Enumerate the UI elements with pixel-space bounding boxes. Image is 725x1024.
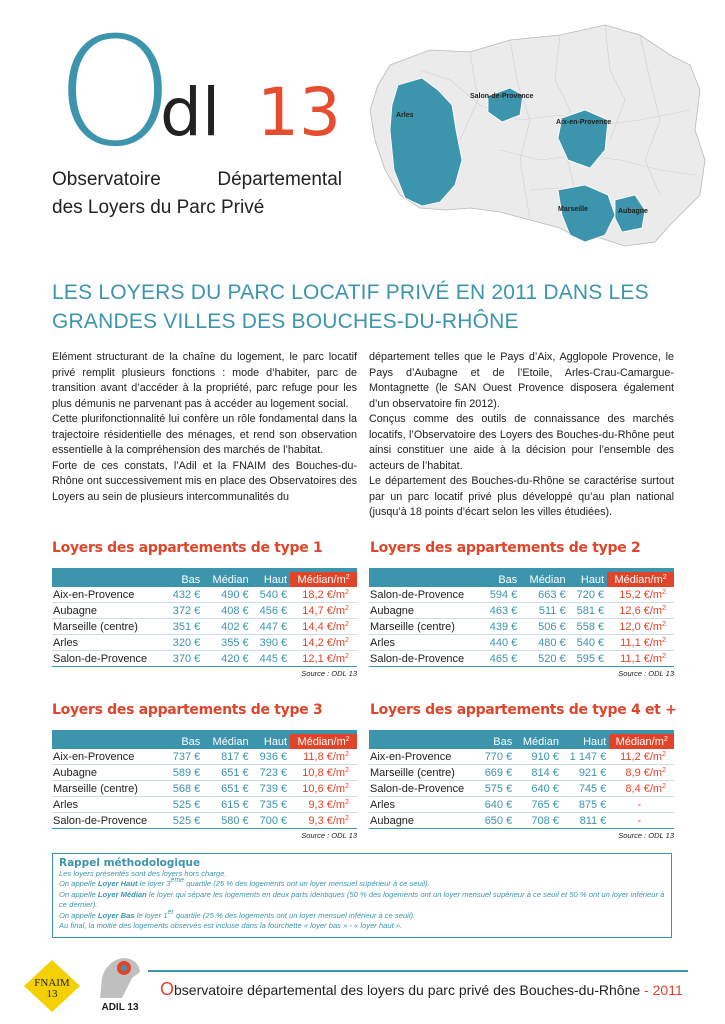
cell-city: Salon-de-Provence — [52, 813, 165, 829]
col-header-bas: Bas — [482, 572, 521, 587]
cell-median: 814 € — [515, 765, 562, 781]
page-title: LES LOYERS DU PARC LOCATIF PRIVÉ EN 2011 DANS LES GRANDES VILLES DES BOUCHES-DU-RHÔNE — [52, 281, 649, 333]
cell-bas: 432 € — [165, 587, 204, 603]
methodology-line: Les loyers présentés sont des loyers hors charge. — [59, 869, 227, 878]
cell-haut: 700 € — [252, 813, 291, 829]
cell-median: 640 € — [515, 781, 562, 797]
col-header-city — [52, 734, 165, 749]
cell-median-m2: 8,9 $€/m^2$ — [609, 765, 674, 781]
cell-haut: 745 € — [562, 781, 609, 797]
cell-city: Marseille (centre) — [52, 781, 165, 797]
methodology-box — [52, 853, 672, 938]
cell-city: Aix-en-Provence — [52, 587, 165, 603]
cell-median: 408 € — [203, 603, 251, 619]
cell-median: 520 € — [520, 651, 568, 667]
adil-logo-text: ADIL 13 — [101, 1002, 139, 1013]
intro-paragraph: Forte de ces constats, l’Adil et la FNAIM des Bouches-du-Rhône ont successivement mis en place des Observatoires des Loyers au sein de plusieurs intercommunalités du — [52, 459, 357, 503]
cell-median-m2: 11,1 $€/m^2$ — [607, 651, 674, 667]
table-row — [369, 781, 674, 797]
col-header-haut: Haut — [569, 572, 608, 587]
fnaim-logo-text: FNAIM 13 — [34, 977, 70, 1000]
cell-city: Marseille (centre) — [52, 619, 165, 635]
cell-bas: 640 € — [478, 797, 515, 813]
col-header-median: Médian — [520, 572, 568, 587]
cell-median: 420 € — [203, 651, 251, 667]
cell-median: 506 € — [520, 619, 568, 635]
rent-table-type3 — [52, 730, 357, 840]
table-row — [52, 619, 357, 635]
cell-haut: 540 € — [569, 635, 608, 651]
methodology-line: On appelle Loyer Médian le loyer qui sépare les logements en deux parts identiques (50 % des logements ont un loyer mensuel supérieur à ce seuil et 50 % ont un loyer inférieur à ce dernier). — [59, 889, 665, 910]
logo-subtitle — [52, 166, 342, 222]
cell-median-m2: 18,2 $€/m^2$ — [290, 587, 357, 603]
cell-city: Arles — [369, 797, 478, 813]
cell-city: Salon-de-Provence — [369, 651, 482, 667]
col-header-median-m2: Médian/$m^2$ — [290, 572, 357, 587]
table-source: Source : ODL 13 — [301, 669, 357, 678]
cell-haut: 581 € — [569, 603, 608, 619]
cell-median-m2: 14,2 $€/m^2$ — [290, 635, 357, 651]
cell-median: 615 € — [203, 797, 251, 813]
table-title-type1: Loyers des appartements de type 1 — [52, 540, 323, 556]
table-row — [369, 651, 674, 667]
cell-bas: 737 € — [165, 749, 204, 765]
cell-bas: 465 € — [482, 651, 521, 667]
col-header-bas: Bas — [165, 572, 204, 587]
cell-haut: 540 € — [252, 587, 291, 603]
cell-haut: 723 € — [252, 765, 291, 781]
col-header-city — [369, 734, 478, 749]
cell-haut: 936 € — [252, 749, 291, 765]
logo-dl: dl — [160, 74, 221, 151]
col-header-haut: Haut — [252, 572, 291, 587]
cell-bas: 669 € — [478, 765, 515, 781]
intro-paragraph: Conçus comme des outils de connaissance des marchés locatifs, l’Observatoire des Loyers des Bouches-du-Rhône peut ainsi constituer une aide à la décision pour l’ensemble des acteurs de l’habitat. — [369, 413, 674, 472]
col-header-median-m2: Médian/$m^2$ — [290, 734, 357, 749]
table-row — [52, 813, 357, 829]
intro-right-column — [369, 350, 674, 521]
cell-haut: 811 € — [562, 813, 609, 829]
cell-haut: 1 147 € — [562, 749, 609, 765]
cell-median: 708 € — [515, 813, 562, 829]
table-row — [52, 587, 357, 603]
map-label-marseille: Marseille — [558, 206, 588, 213]
cell-median-m2: 12,0 $€/m^2$ — [607, 619, 674, 635]
cell-bas: 440 € — [482, 635, 521, 651]
table-source: Source : ODL 13 — [301, 831, 357, 840]
methodology-title: Rappel méthodologique — [59, 857, 201, 869]
table-source: Source : ODL 13 — [618, 831, 674, 840]
cell-median: 910 € — [515, 749, 562, 765]
footer-year: 2011 — [652, 982, 683, 998]
table-row — [52, 797, 357, 813]
term-loyer-median: Loyer Médian — [97, 889, 147, 899]
table-row — [52, 651, 357, 667]
cell-median-m2: 9,3 $€/m^2$ — [290, 797, 357, 813]
cell-city: Arles — [52, 635, 165, 651]
col-header-city — [369, 572, 482, 587]
col-header-median: Médian — [515, 734, 562, 749]
col-header-bas: Bas — [478, 734, 515, 749]
cell-median-m2: 12,1 $€/m^2$ — [290, 651, 357, 667]
rent-table-grid — [369, 572, 674, 667]
col-header-bas: Bas — [165, 734, 204, 749]
col-header-haut: Haut — [252, 734, 291, 749]
col-header-median: Médian — [203, 572, 251, 587]
table-row — [369, 603, 674, 619]
cell-city: Aubagne — [52, 765, 165, 781]
cell-median-m2: 11,8 $€/m^2$ — [290, 749, 357, 765]
rent-table-type4 — [369, 730, 674, 840]
cell-median-m2: 15,2 $€/m^2$ — [607, 587, 674, 603]
cell-median: 765 € — [515, 797, 562, 813]
fnaim-logo — [22, 958, 82, 1014]
cell-median: 480 € — [520, 635, 568, 651]
cell-city: Aix-en-Provence — [369, 749, 478, 765]
table-source: Source : ODL 13 — [618, 669, 674, 678]
cell-haut: 447 € — [252, 619, 291, 635]
cell-bas: 770 € — [478, 749, 515, 765]
col-header-median-m2: Médian/$m^2$ — [607, 572, 674, 587]
cell-bas: 370 € — [165, 651, 204, 667]
cell-city: Salon-de-Provence — [369, 781, 478, 797]
table-row — [369, 749, 674, 765]
cell-median-m2: 11,1 $€/m^2$ — [607, 635, 674, 651]
col-header-city — [52, 572, 165, 587]
col-header-median: Médian — [203, 734, 251, 749]
intro-paragraph: Le département des Bouches-du-Rhône se caractérise surtout par un parc locatif privé plus développé qu’au plan national (jusqu’à 18 points d’écart selon les villes étudiées). — [369, 475, 674, 518]
cell-haut: 445 € — [252, 651, 291, 667]
cell-city: Arles — [369, 635, 482, 651]
cell-median: 511 € — [520, 603, 568, 619]
cell-haut: 739 € — [252, 781, 291, 797]
cell-median: 663 € — [520, 587, 568, 603]
map-label-aubagne: Aubagne — [618, 208, 648, 215]
cell-city: Salon-de-Provence — [369, 587, 482, 603]
cell-bas: 320 € — [165, 635, 204, 651]
cell-city: Marseille (centre) — [369, 765, 478, 781]
table-title-type2: Loyers des appartements de type 2 — [370, 540, 641, 556]
table-row — [52, 749, 357, 765]
cell-haut: 921 € — [562, 765, 609, 781]
logo-subtitle-line1: Observatoire Départemental — [52, 169, 342, 190]
adil-bird-icon — [92, 948, 148, 1004]
table-row — [369, 813, 674, 829]
cell-median: 355 € — [203, 635, 251, 651]
map-label-salon: Salon-de-Provence — [470, 93, 534, 100]
logo-13: 13 — [257, 74, 341, 151]
cell-median-m2: 12,6 $€/m^2$ — [607, 603, 674, 619]
cell-median-m2: - — [609, 813, 674, 829]
methodology-line: Au final, la moitié des logements observés est incluse dans la fourchette « loyer bas » - « loyer haut ». — [59, 921, 403, 931]
cell-bas: 575 € — [478, 781, 515, 797]
intro-left-column — [52, 350, 357, 505]
cell-city: Arles — [52, 797, 165, 813]
footer-caption: Observatoire départemental des loyers du parc privé des Bouches-du-Rhône - 2011 — [160, 979, 683, 999]
table-row — [52, 781, 357, 797]
cell-median: 580 € — [203, 813, 251, 829]
cell-median: 817 € — [203, 749, 251, 765]
table-row — [369, 619, 674, 635]
map-label-aix: Aix-en-Provence — [556, 119, 612, 126]
cell-haut: 735 € — [252, 797, 291, 813]
cell-median-m2: 10,6 $€/m^2$ — [290, 781, 357, 797]
cell-median-m2: - — [609, 797, 674, 813]
cell-median-m2: 11,2 $€/m^2$ — [609, 749, 674, 765]
logo-letter-o: O — [56, 6, 175, 180]
cell-median-m2: 9,3 $€/m^2$ — [290, 813, 357, 829]
intro-paragraph: Cette plurifonctionnalité lui confère un rôle fondamental dans la trajectoire résidentielle des ménages, et rend son observation essentielle à la compréhension des marchés de l’habitat. — [52, 413, 357, 456]
intro-paragraph: département telles que le Pays d’Aix, Agglopole Provence, le Pays d’Aubagne et de l’Etoile, Arles-Crau-Camargue-Montagnette (le SAN Ouest Provence disposera également d’un observatoire fin 2012). — [369, 351, 674, 410]
cell-median: 651 € — [203, 781, 251, 797]
cell-bas: 589 € — [165, 765, 204, 781]
cell-haut: 595 € — [569, 651, 608, 667]
cell-haut: 456 € — [252, 603, 291, 619]
cell-city: Salon-de-Provence — [52, 651, 165, 667]
cell-bas: 525 € — [165, 813, 204, 829]
methodology-line: On appelle Loyer Bas le loyer 1er quartile (25 % des logements ont un loyer mensuel inférieur à ce seuil). — [59, 908, 416, 920]
logo-subtitle-line2: des Loyers du Parc Privé — [52, 197, 265, 218]
table-row — [369, 635, 674, 651]
col-header-median-m2: Médian/$m^2$ — [609, 734, 674, 749]
cell-city: Aubagne — [369, 603, 482, 619]
term-loyer-haut: Loyer Haut — [97, 879, 138, 889]
rent-table-type2 — [369, 568, 674, 678]
rent-table-grid — [52, 734, 357, 829]
term-loyer-bas: Loyer Bas — [97, 910, 135, 920]
cell-bas: 372 € — [165, 603, 204, 619]
cell-bas: 463 € — [482, 603, 521, 619]
cell-median-m2: 14,4 $€/m^2$ — [290, 619, 357, 635]
cell-median-m2: 8,4 $€/m^2$ — [609, 781, 674, 797]
cell-city: Aubagne — [369, 813, 478, 829]
methodology-line: On appelle Loyer Haut le loyer 3ème quartile (25 % des logements ont un loyer mensuel supérieur à ce seuil). — [59, 877, 430, 889]
cell-haut: 390 € — [252, 635, 291, 651]
footer-rule — [148, 970, 688, 972]
cell-city: Aix-en-Provence — [52, 749, 165, 765]
table-row — [369, 587, 674, 603]
map-label-arles: Arles — [396, 112, 414, 119]
cell-haut: 875 € — [562, 797, 609, 813]
adil-logo — [92, 948, 148, 1018]
cell-bas: 351 € — [165, 619, 204, 635]
cell-median-m2: 14,7 $€/m^2$ — [290, 603, 357, 619]
cell-bas: 525 € — [165, 797, 204, 813]
cell-bas: 650 € — [478, 813, 515, 829]
cell-median: 490 € — [203, 587, 251, 603]
cell-city: Marseille (centre) — [369, 619, 482, 635]
department-map — [360, 10, 715, 255]
cell-haut: 558 € — [569, 619, 608, 635]
cell-bas: 439 € — [482, 619, 521, 635]
cell-bas: 568 € — [165, 781, 204, 797]
cell-haut: 720 € — [569, 587, 608, 603]
cell-median-m2: 10,8 $€/m^2$ — [290, 765, 357, 781]
table-row — [369, 797, 674, 813]
cell-city: Aubagne — [52, 603, 165, 619]
table-row — [52, 635, 357, 651]
cell-bas: 594 € — [482, 587, 521, 603]
table-row — [52, 765, 357, 781]
table-row — [369, 765, 674, 781]
table-row — [52, 603, 357, 619]
table-title-type3: Loyers des appartements de type 3 — [52, 702, 323, 718]
col-header-haut: Haut — [562, 734, 609, 749]
cell-median: 402 € — [203, 619, 251, 635]
rent-table-grid — [369, 734, 674, 829]
intro-paragraph: Elément structurant de la chaîne du logement, le parc locatif privé remplit plusieurs fonctions : mode d’habiter, parc de transition avant d’accéder à la propriété, parc refuge pour les plus démunis ne parvenant pas à accéder au logement social. — [52, 351, 357, 410]
rent-table-type1 — [52, 568, 357, 678]
table-title-type4: Loyers des appartements de type 4 et + — [370, 702, 677, 718]
department-map-svg — [360, 10, 715, 255]
rent-table-grid — [52, 572, 357, 667]
cell-median: 651 € — [203, 765, 251, 781]
